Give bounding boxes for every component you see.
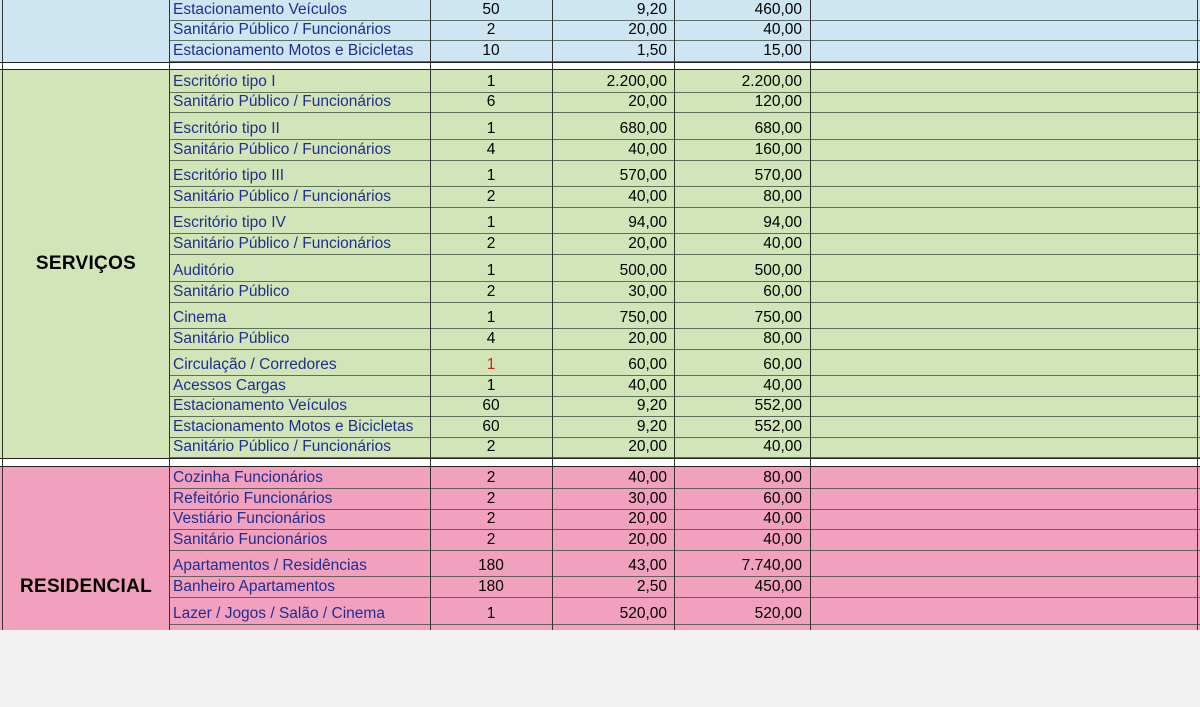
cell-qty[interactable]: 1	[486, 605, 496, 622]
cell-total[interactable]: 40,00	[763, 235, 802, 252]
row-gridline	[169, 328, 1200, 329]
cell-total[interactable]: 680,00	[754, 120, 802, 137]
cell-unit[interactable]: 40,00	[628, 141, 667, 158]
cell-qty[interactable]: 2	[486, 490, 496, 507]
table-row	[0, 509, 1200, 529]
cell-name[interactable]: Circulação / Corredores	[173, 356, 337, 373]
cell-unit[interactable]: 2,50	[636, 578, 667, 595]
cell-unit[interactable]: 20,00	[628, 21, 667, 38]
cell-total[interactable]: 94,00	[763, 214, 802, 231]
cell-name[interactable]: Sanitário Público	[173, 330, 290, 347]
cell-qty[interactable]: 6	[486, 93, 496, 110]
row-gridline	[169, 488, 1200, 489]
cell-unit[interactable]: 20,00	[628, 531, 667, 548]
table-row	[0, 489, 1200, 509]
cell-qty[interactable]: 1	[486, 377, 496, 394]
column-gridline	[1197, 0, 1198, 630]
cell-name[interactable]: Lazer / Jogos / Salão / Cinema	[173, 605, 385, 622]
row-gridline	[169, 529, 1200, 530]
cell-qty[interactable]: 1	[486, 73, 496, 90]
row-gridline	[169, 550, 1200, 551]
cell-qty[interactable]: 2	[486, 235, 496, 252]
cell-total[interactable]: 7.740,00	[741, 557, 802, 574]
cell-unit[interactable]: 570,00	[619, 167, 667, 184]
column-gridline	[810, 0, 811, 630]
cell-name[interactable]: Escritório tipo III	[173, 167, 285, 184]
cell-unit[interactable]: 20,00	[628, 510, 667, 527]
row-gridline	[169, 186, 1200, 187]
cell-qty[interactable]: 1	[486, 262, 496, 279]
table-row	[0, 437, 1200, 457]
table-row	[0, 187, 1200, 207]
cell-total[interactable]: 500,00	[754, 262, 802, 279]
cell-unit[interactable]: 94,00	[628, 214, 667, 231]
cell-unit[interactable]: 40,00	[628, 377, 667, 394]
cell-total[interactable]: 40,00	[763, 510, 802, 527]
cell-name[interactable]: Estacionamento Veículos	[173, 1, 348, 18]
column-gridline	[552, 0, 553, 630]
table-row	[0, 0, 1200, 20]
cell-qty[interactable]: 1	[486, 309, 496, 326]
cell-unit[interactable]: 40,00	[628, 469, 667, 486]
separator-border	[0, 458, 1200, 459]
cell-total[interactable]: 80,00	[763, 330, 802, 347]
row-gridline	[169, 160, 1200, 161]
cell-unit[interactable]: 20,00	[628, 93, 667, 110]
table-row	[0, 213, 1200, 233]
cell-unit[interactable]: 40,00	[628, 188, 667, 205]
row-gridline	[169, 375, 1200, 376]
cell-unit[interactable]: 9,20	[636, 1, 667, 18]
cell-total[interactable]: 552,00	[754, 397, 802, 414]
cell-name[interactable]: Estacionamento Motos e Bicicletas	[173, 42, 414, 59]
table-row	[0, 308, 1200, 328]
cell-qty[interactable]: 1	[486, 356, 496, 373]
table-row	[0, 604, 1200, 624]
cell-total[interactable]: 40,00	[763, 21, 802, 38]
row-gridline	[169, 40, 1200, 41]
row-gridline	[169, 597, 1200, 598]
cell-qty[interactable]: 4	[486, 330, 496, 347]
cell-qty[interactable]: 2	[486, 438, 496, 455]
column-gridline	[430, 0, 431, 630]
table-row	[0, 234, 1200, 254]
cell-name[interactable]: Sanitário Público / Funcionários	[173, 188, 391, 205]
cell-qty[interactable]: 2	[486, 188, 496, 205]
table-row	[0, 376, 1200, 396]
cell-total[interactable]: 750,00	[754, 309, 802, 326]
row-gridline	[169, 139, 1200, 140]
cell-qty[interactable]: 2	[486, 510, 496, 527]
row-gridline	[169, 281, 1200, 282]
table-row	[0, 72, 1200, 92]
table-row	[0, 468, 1200, 488]
cell-name[interactable]: Sanitário Público / Funcionários	[173, 93, 391, 110]
row-gridline	[169, 509, 1200, 510]
column-gridline	[674, 0, 675, 630]
cell-qty[interactable]: 2	[486, 469, 496, 486]
cell-qty[interactable]: 2	[486, 283, 496, 300]
cell-name[interactable]: Banheiro Apartamentos	[173, 578, 335, 595]
cell-unit[interactable]: 2.200,00	[606, 73, 667, 90]
cell-unit[interactable]: 520,00	[619, 605, 667, 622]
table-row	[0, 577, 1200, 597]
table-row	[0, 166, 1200, 186]
cell-total[interactable]: 60,00	[763, 356, 802, 373]
row-gridline	[169, 624, 1200, 625]
cell-qty[interactable]: 1	[486, 214, 496, 231]
cell-qty[interactable]: 2	[486, 21, 496, 38]
cell-total[interactable]: 2.200,00	[741, 73, 802, 90]
cell-name[interactable]: Apartamentos / Residências	[173, 557, 367, 574]
row-gridline	[169, 112, 1200, 113]
cell-total[interactable]: 40,00	[763, 438, 802, 455]
cell-name[interactable]: Escritório tipo IV	[173, 214, 286, 231]
table-row	[0, 355, 1200, 375]
table-row	[0, 417, 1200, 437]
cell-total[interactable]: 80,00	[763, 469, 802, 486]
separator-border	[0, 62, 1200, 63]
table-row	[0, 140, 1200, 160]
category-label-services: SERVIÇOS	[35, 253, 137, 274]
table-row	[0, 119, 1200, 139]
cell-unit[interactable]: 60,00	[628, 356, 667, 373]
cell-name[interactable]: Sanitário Público / Funcionários	[173, 438, 391, 455]
column-gridline	[169, 0, 170, 630]
separator-border	[0, 466, 1200, 467]
cell-name[interactable]: Cozinha Funcionários	[173, 469, 323, 486]
cell-qty[interactable]: 4	[486, 141, 496, 158]
cell-unit[interactable]: 20,00	[628, 438, 667, 455]
cell-total[interactable]: 60,00	[763, 490, 802, 507]
table-row	[0, 261, 1200, 281]
cell-unit[interactable]: 680,00	[619, 120, 667, 137]
cell-unit[interactable]: 9,20	[636, 397, 667, 414]
cell-unit[interactable]: 20,00	[628, 235, 667, 252]
cell-total[interactable]: 60,00	[763, 283, 802, 300]
cell-unit[interactable]: 20,00	[628, 330, 667, 347]
cell-name[interactable]: Cinema	[173, 309, 227, 326]
cell-unit[interactable]: 9,20	[636, 418, 667, 435]
cell-qty[interactable]: 60	[482, 418, 500, 435]
cell-qty[interactable]: 60	[482, 397, 500, 414]
cell-total[interactable]: 15,00	[763, 42, 802, 59]
cell-total[interactable]: 80,00	[763, 188, 802, 205]
cell-unit[interactable]: 1,50	[636, 42, 667, 59]
cell-name[interactable]: Estacionamento Veículos	[173, 397, 348, 414]
row-gridline	[169, 576, 1200, 577]
row-gridline	[169, 349, 1200, 350]
cell-qty[interactable]: 180	[478, 578, 504, 595]
cell-qty[interactable]: 50	[482, 1, 500, 18]
table-row	[0, 530, 1200, 550]
cell-name[interactable]: Sanitário Público / Funcionários	[173, 235, 391, 252]
column-gridline	[2, 0, 3, 630]
cell-unit[interactable]: 30,00	[628, 283, 667, 300]
row-gridline	[169, 20, 1200, 21]
row-gridline	[169, 92, 1200, 93]
cell-name[interactable]: Sanitário Público	[173, 283, 290, 300]
cell-total[interactable]: 520,00	[754, 605, 802, 622]
row-gridline	[169, 416, 1200, 417]
table-row	[0, 396, 1200, 416]
cell-qty[interactable]: 180	[478, 557, 504, 574]
cell-qty[interactable]: 1	[486, 167, 496, 184]
cell-name[interactable]: Acessos Cargas	[173, 377, 286, 394]
cell-unit[interactable]: 43,00	[628, 557, 667, 574]
cell-name[interactable]: Refeitório Funcionários	[173, 490, 333, 507]
row-gridline	[169, 302, 1200, 303]
cell-unit[interactable]: 750,00	[619, 309, 667, 326]
cell-total[interactable]: 450,00	[754, 578, 802, 595]
cell-total[interactable]: 40,00	[763, 377, 802, 394]
cell-name[interactable]: Estacionamento Motos e Bicicletas	[173, 418, 414, 435]
cell-unit[interactable]: 500,00	[619, 262, 667, 279]
cell-name[interactable]: Sanitário Público / Funcionários	[173, 141, 391, 158]
cell-qty[interactable]: 2	[486, 531, 496, 548]
row-gridline	[169, 396, 1200, 397]
cell-qty[interactable]: 1	[486, 120, 496, 137]
row-gridline	[169, 207, 1200, 208]
row-gridline	[169, 254, 1200, 255]
cell-name[interactable]: Sanitário Funcionários	[173, 531, 328, 548]
cell-total[interactable]: 40,00	[763, 531, 802, 548]
table-row	[0, 556, 1200, 576]
table-row	[0, 41, 1200, 61]
table-row	[0, 329, 1200, 349]
cell-name[interactable]: Auditório	[173, 262, 235, 279]
cell-total[interactable]: 570,00	[754, 167, 802, 184]
separator-border	[0, 69, 1200, 70]
cell-name[interactable]: Escritório tipo I	[173, 73, 276, 90]
cell-total[interactable]: 120,00	[754, 93, 802, 110]
cell-unit[interactable]: 30,00	[628, 490, 667, 507]
cell-total[interactable]: 160,00	[754, 141, 802, 158]
cell-total[interactable]: 460,00	[754, 1, 802, 18]
category-label-residential: RESIDENCIAL	[19, 576, 153, 597]
cell-total[interactable]: 552,00	[754, 418, 802, 435]
row-gridline	[169, 233, 1200, 234]
cell-qty[interactable]: 10	[482, 42, 500, 59]
table-row	[0, 282, 1200, 302]
table-row	[0, 92, 1200, 112]
cell-name[interactable]: Vestiário Funcionários	[173, 510, 326, 527]
cell-name[interactable]: Escritório tipo II	[173, 120, 280, 137]
cell-name[interactable]: Sanitário Público / Funcionários	[173, 21, 391, 38]
table-row	[0, 20, 1200, 40]
row-gridline	[169, 437, 1200, 438]
